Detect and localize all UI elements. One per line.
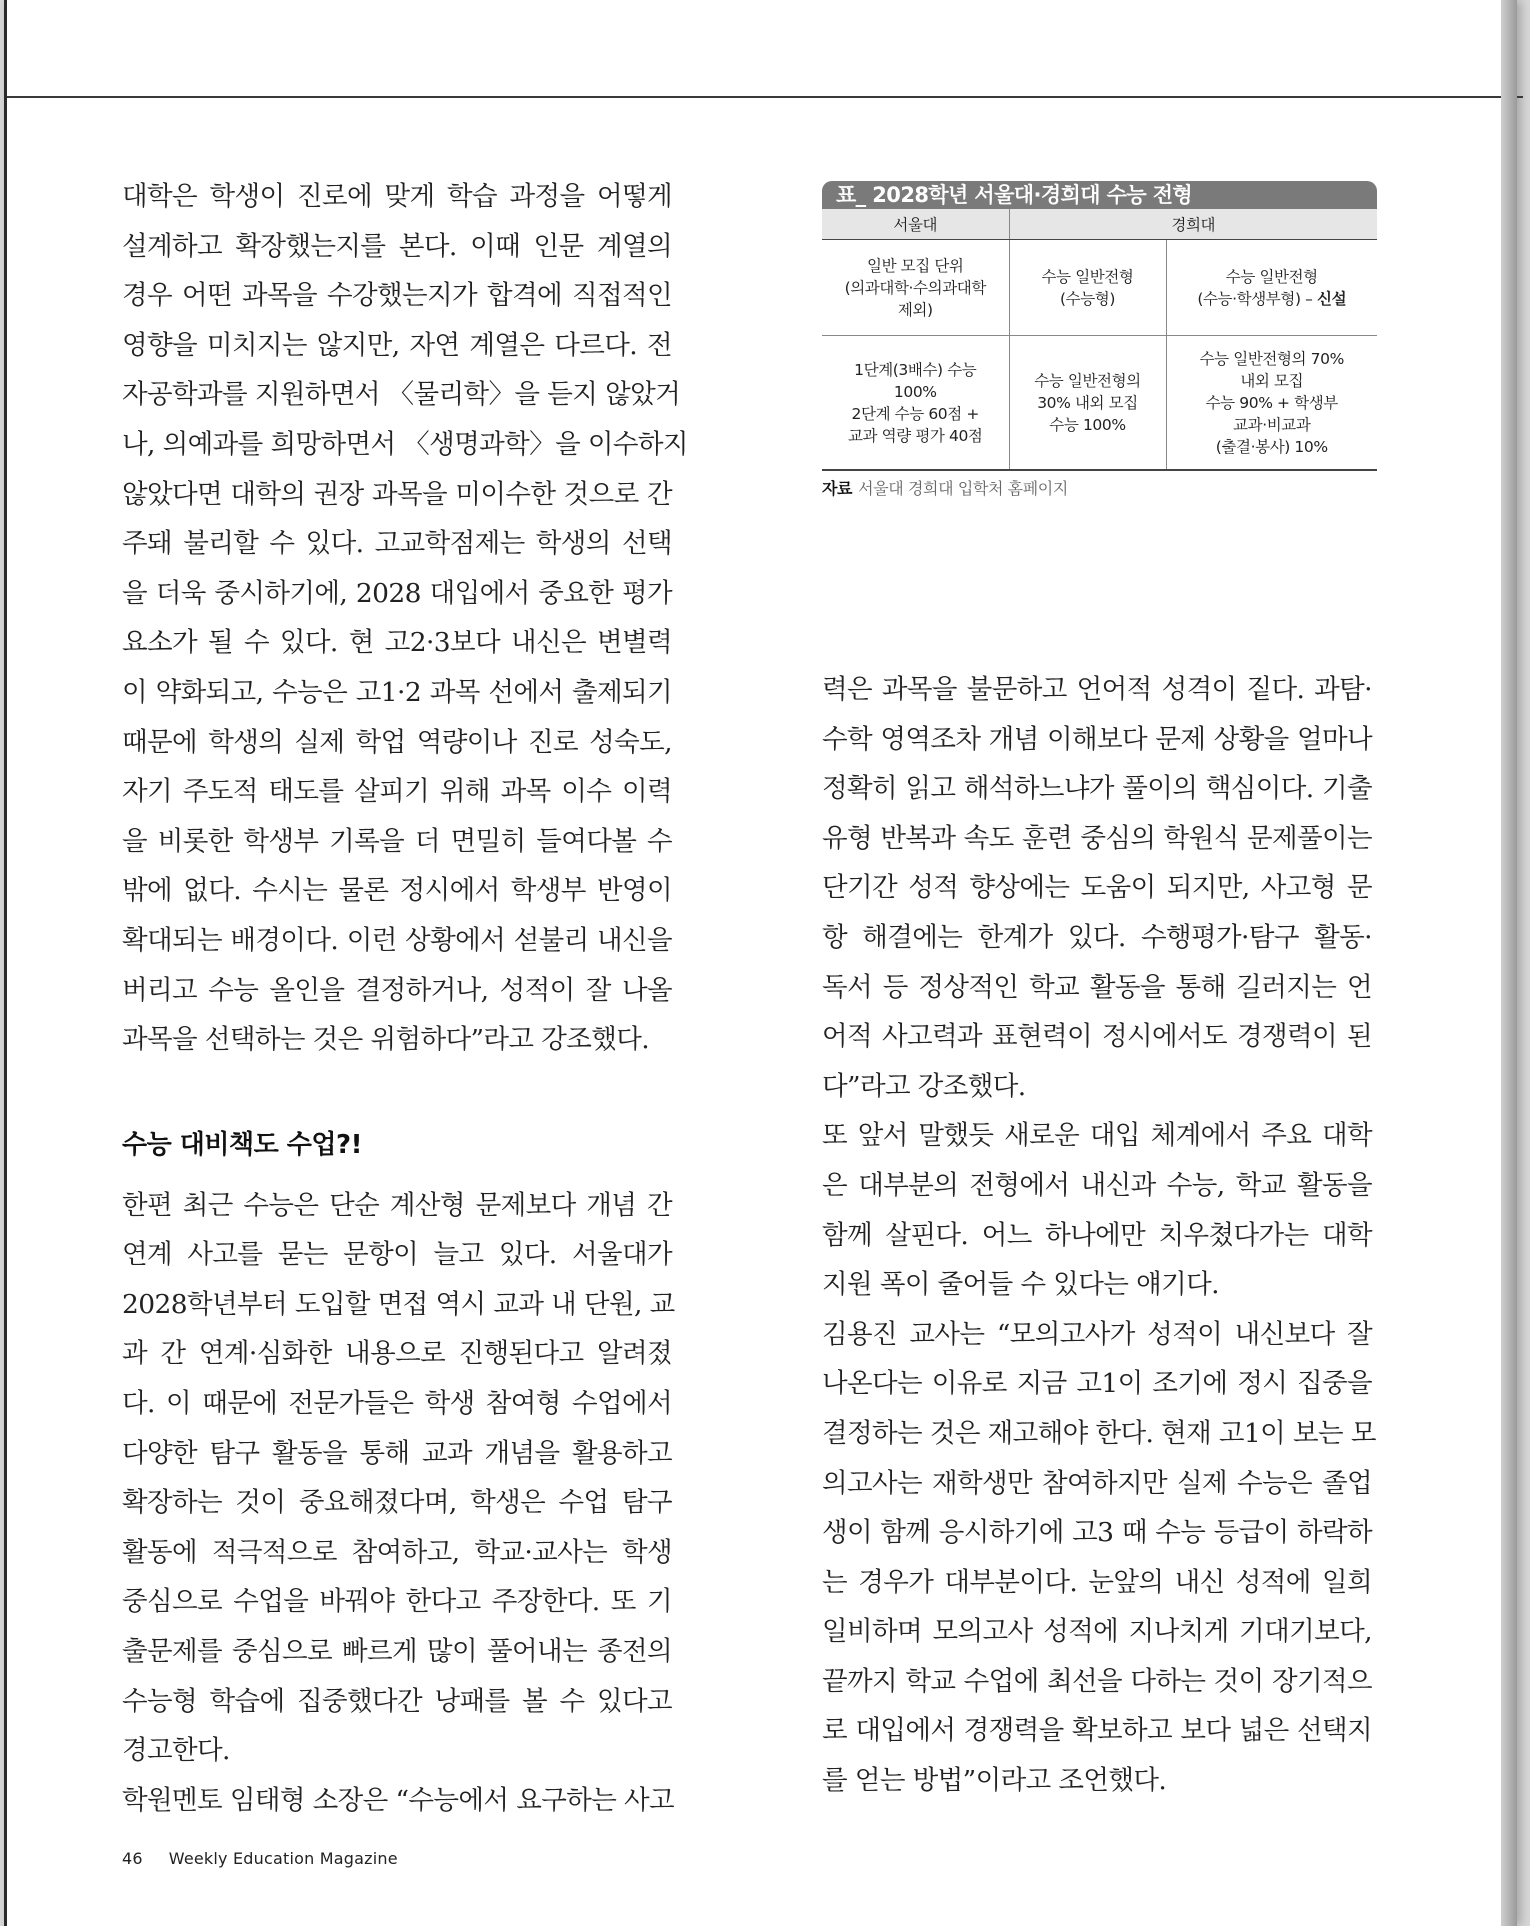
header-kyunghee: 경희대 <box>1009 209 1377 240</box>
text-line: 대학은 학생이 진로에 맞게 학습 과정을 어떻게 <box>122 181 672 212</box>
text-line: 을 비롯한 학생부 기록을 더 면밀히 들여다볼 수 <box>122 825 672 857</box>
new-badge-text: 신설 <box>1317 289 1347 308</box>
text-line: 경우 어떤 과목을 수강했는지가 합격에 직접적인 <box>122 280 672 312</box>
text-line: 나온다는 이유로 지금 고1이 조기에 정시 집중을 <box>822 1368 1372 1400</box>
text-line: 수학 영역조차 개념 이해보다 문제 상황을 얼마나 <box>822 723 1372 755</box>
page-edge-shadow <box>1501 0 1517 1926</box>
source-text: 서울대 경희대 입학처 홈페이지 <box>858 479 1068 498</box>
text-line: 한편 최근 수능은 단순 계산형 문제보다 개념 간 <box>122 1189 672 1221</box>
table-cell: 수능 일반전형 (수능형) <box>1009 240 1166 336</box>
magazine-name: Weekly Education Magazine <box>168 1849 398 1868</box>
text-line: 결정하는 것은 재고해야 한다. 현재 고1이 보는 모 <box>822 1417 1376 1449</box>
text-line: 영향을 미치지는 않지만, 자연 계열은 다르다. 전 <box>122 329 672 361</box>
table-cell: 수능 일반전형의 70% 내외 모집 수능 90% + 학생부 교과·비교과 (출결·봉사) 10% <box>1166 336 1377 471</box>
cell-text: 수능 일반전형 (수능·학생부형) – <box>1197 267 1318 308</box>
right-column <box>822 665 1376 1806</box>
text-line: 은 대부분의 전형에서 내신과 수능, 학교 활동을 <box>822 1169 1372 1201</box>
text-line: 로 대입에서 경쟁력을 확보하고 보다 넓은 선택지 <box>822 1715 1372 1747</box>
text-line: 과 간 연계·심화한 내용으로 진행된다고 알려졌 <box>122 1338 672 1370</box>
section-gap <box>122 1065 672 1113</box>
text-line: 김용진 교사는 “모의고사가 성적이 내신보다 잘 <box>822 1318 1372 1350</box>
text-line: 자기 주도적 태도를 살피기 위해 과목 이수 이력 <box>122 776 672 808</box>
text-line: 또 앞서 말했듯 새로운 대입 체계에서 주요 대학 <box>822 1120 1372 1152</box>
text-line: 때문에 학생의 실제 학업 역량이나 진로 성숙도, <box>122 726 672 758</box>
text-line: 연계 사고를 묻는 문항이 늘고 있다. 서울대가 <box>122 1239 672 1271</box>
text-line: 다양한 탐구 활동을 통해 교과 개념을 활용하고 <box>122 1437 672 1469</box>
right-para-1 <box>822 665 1372 1111</box>
text-line: 생이 함께 응시하기에 고3 때 수능 등급이 하락하 <box>822 1517 1372 1549</box>
left-para-2 <box>122 1181 675 1776</box>
table-cell <box>1166 240 1377 336</box>
text-line: 함께 살핀다. 어느 하나에만 치우쳤다가는 대학 <box>822 1219 1372 1251</box>
text-line: 밖에 없다. 수시는 물론 정시에서 학생부 반영이 <box>122 875 672 907</box>
text-line: 주돼 불리할 수 있다. 고교학점제는 학생의 선택 <box>122 528 672 560</box>
text-line: 독서 등 정상적인 학교 활동을 통해 길러지는 언 <box>822 971 1372 1003</box>
text-line: 일비하며 모의고사 성적에 지나치게 기대기보다, <box>822 1616 1372 1648</box>
text-line: 항 해결에는 한계가 있다. 수행평가·탐구 활동· <box>822 921 1372 953</box>
magazine-page <box>4 0 1517 1926</box>
text-line: 다”라고 강조했다. <box>822 1070 1026 1102</box>
text-line: 자공학과를 지원하면서 〈물리학〉을 듣지 않았거 <box>122 379 681 411</box>
source-label: 자료 <box>822 479 853 498</box>
section-heading: 수능 대비책도 수업?! <box>122 1129 362 1160</box>
text-line: 끝까지 학교 수업에 최선을 다하는 것이 장기적으 <box>822 1665 1372 1697</box>
text-line: 력은 과목을 불문하고 언어적 성격이 짙다. 과탐· <box>822 674 1372 705</box>
page-number: 46 <box>122 1849 143 1868</box>
text-line: 버리고 수능 올인을 결정하거나, 성적이 잘 나올 <box>122 974 672 1006</box>
text-line: 나, 의예과를 희망하면서 〈생명과학〉을 이수하지 <box>122 428 688 460</box>
text-line: 활동에 적극적으로 참여하고, 학교·교사는 학생 <box>122 1536 672 1568</box>
right-para-3 <box>822 1310 1376 1806</box>
text-line: 정확히 읽고 해석하느냐가 풀이의 핵심이다. 기출 <box>822 773 1372 805</box>
text-line: 확대되는 배경이다. 이런 상황에서 섣불리 내신을 <box>122 924 672 956</box>
text-line: 과목을 선택하는 것은 위험하다”라고 강조했다. <box>122 1024 650 1056</box>
text-line: 단기간 성적 향상에는 도움이 되지만, 사고형 문 <box>822 872 1372 904</box>
text-line: 요소가 될 수 있다. 현 고2·3보다 내신은 변별력 <box>122 627 672 659</box>
text-line: 수능형 학습에 집중했다간 낭패를 볼 수 있다고 <box>122 1685 672 1717</box>
text-line: 이 약화되고, 수능은 고1·2 과목 선에서 출제되기 <box>122 676 672 708</box>
text-line: 는 경우가 대부분이다. 눈앞의 내신 성적에 일희 <box>822 1566 1372 1598</box>
table-cell: 일반 모집 단위 (의과대학·수의과대학 제외) <box>822 240 1009 336</box>
table-cell: 수능 일반전형의 30% 내외 모집 수능 100% <box>1009 336 1166 471</box>
text-line: 을 더욱 중시하기에, 2028 대입에서 중요한 평가 <box>122 577 672 609</box>
text-line: 유형 반복과 속도 훈련 중심의 학원식 문제풀이는 <box>822 822 1372 854</box>
text-line: 다. 이 때문에 전문가들은 학생 참여형 수업에서 <box>122 1388 672 1420</box>
left-column <box>122 172 688 1825</box>
table-cell: 1단계(3배수) 수능 100% 2단계 수능 60점 + 교과 역량 평가 40점 <box>822 336 1009 471</box>
text-line: 설계하고 확장했는지를 본다. 이때 인문 계열의 <box>122 230 672 262</box>
text-line: 출문제를 중심으로 빠르게 많이 풀어내는 종전의 <box>122 1636 672 1668</box>
admissions-table <box>822 181 1377 471</box>
text-line: 지원 폭이 줄어들 수 있다는 얘기다. <box>822 1269 1219 1301</box>
text-line: 중심으로 수업을 바꿔야 한다고 주장한다. 또 기 <box>122 1586 672 1618</box>
page-footer <box>122 1849 398 1868</box>
text-line: 확장하는 것이 중요해졌다며, 학생은 수업 탐구 <box>122 1487 672 1519</box>
left-para-3 <box>122 1776 675 1826</box>
right-para-2 <box>822 1111 1372 1309</box>
top-rule <box>7 96 1523 98</box>
text-line: 의고사는 재학생만 참여하지만 실제 수능은 졸업 <box>822 1467 1372 1499</box>
text-line: 않았다면 대학의 권장 과목을 미이수한 것으로 간 <box>122 478 672 510</box>
table-source <box>822 476 1068 499</box>
text-line: 학원멘토 임태형 소장은 “수능에서 요구하는 사고 <box>122 1784 675 1816</box>
text-line: 어적 사고력과 표현력이 정시에서도 경쟁력이 된 <box>822 1021 1372 1053</box>
text-line: 2028학년부터 도입할 면접 역시 교과 내 단원, 교 <box>122 1288 675 1320</box>
text-line: 경고한다. <box>122 1735 230 1767</box>
header-seoul: 서울대 <box>822 209 1009 240</box>
table-title: 표_ 2028학년 서울대·경희대 수능 전형 <box>822 181 1377 209</box>
text-line: 를 얻는 방법”이라고 조언했다. <box>822 1765 1167 1797</box>
left-para-1 <box>122 172 688 1065</box>
